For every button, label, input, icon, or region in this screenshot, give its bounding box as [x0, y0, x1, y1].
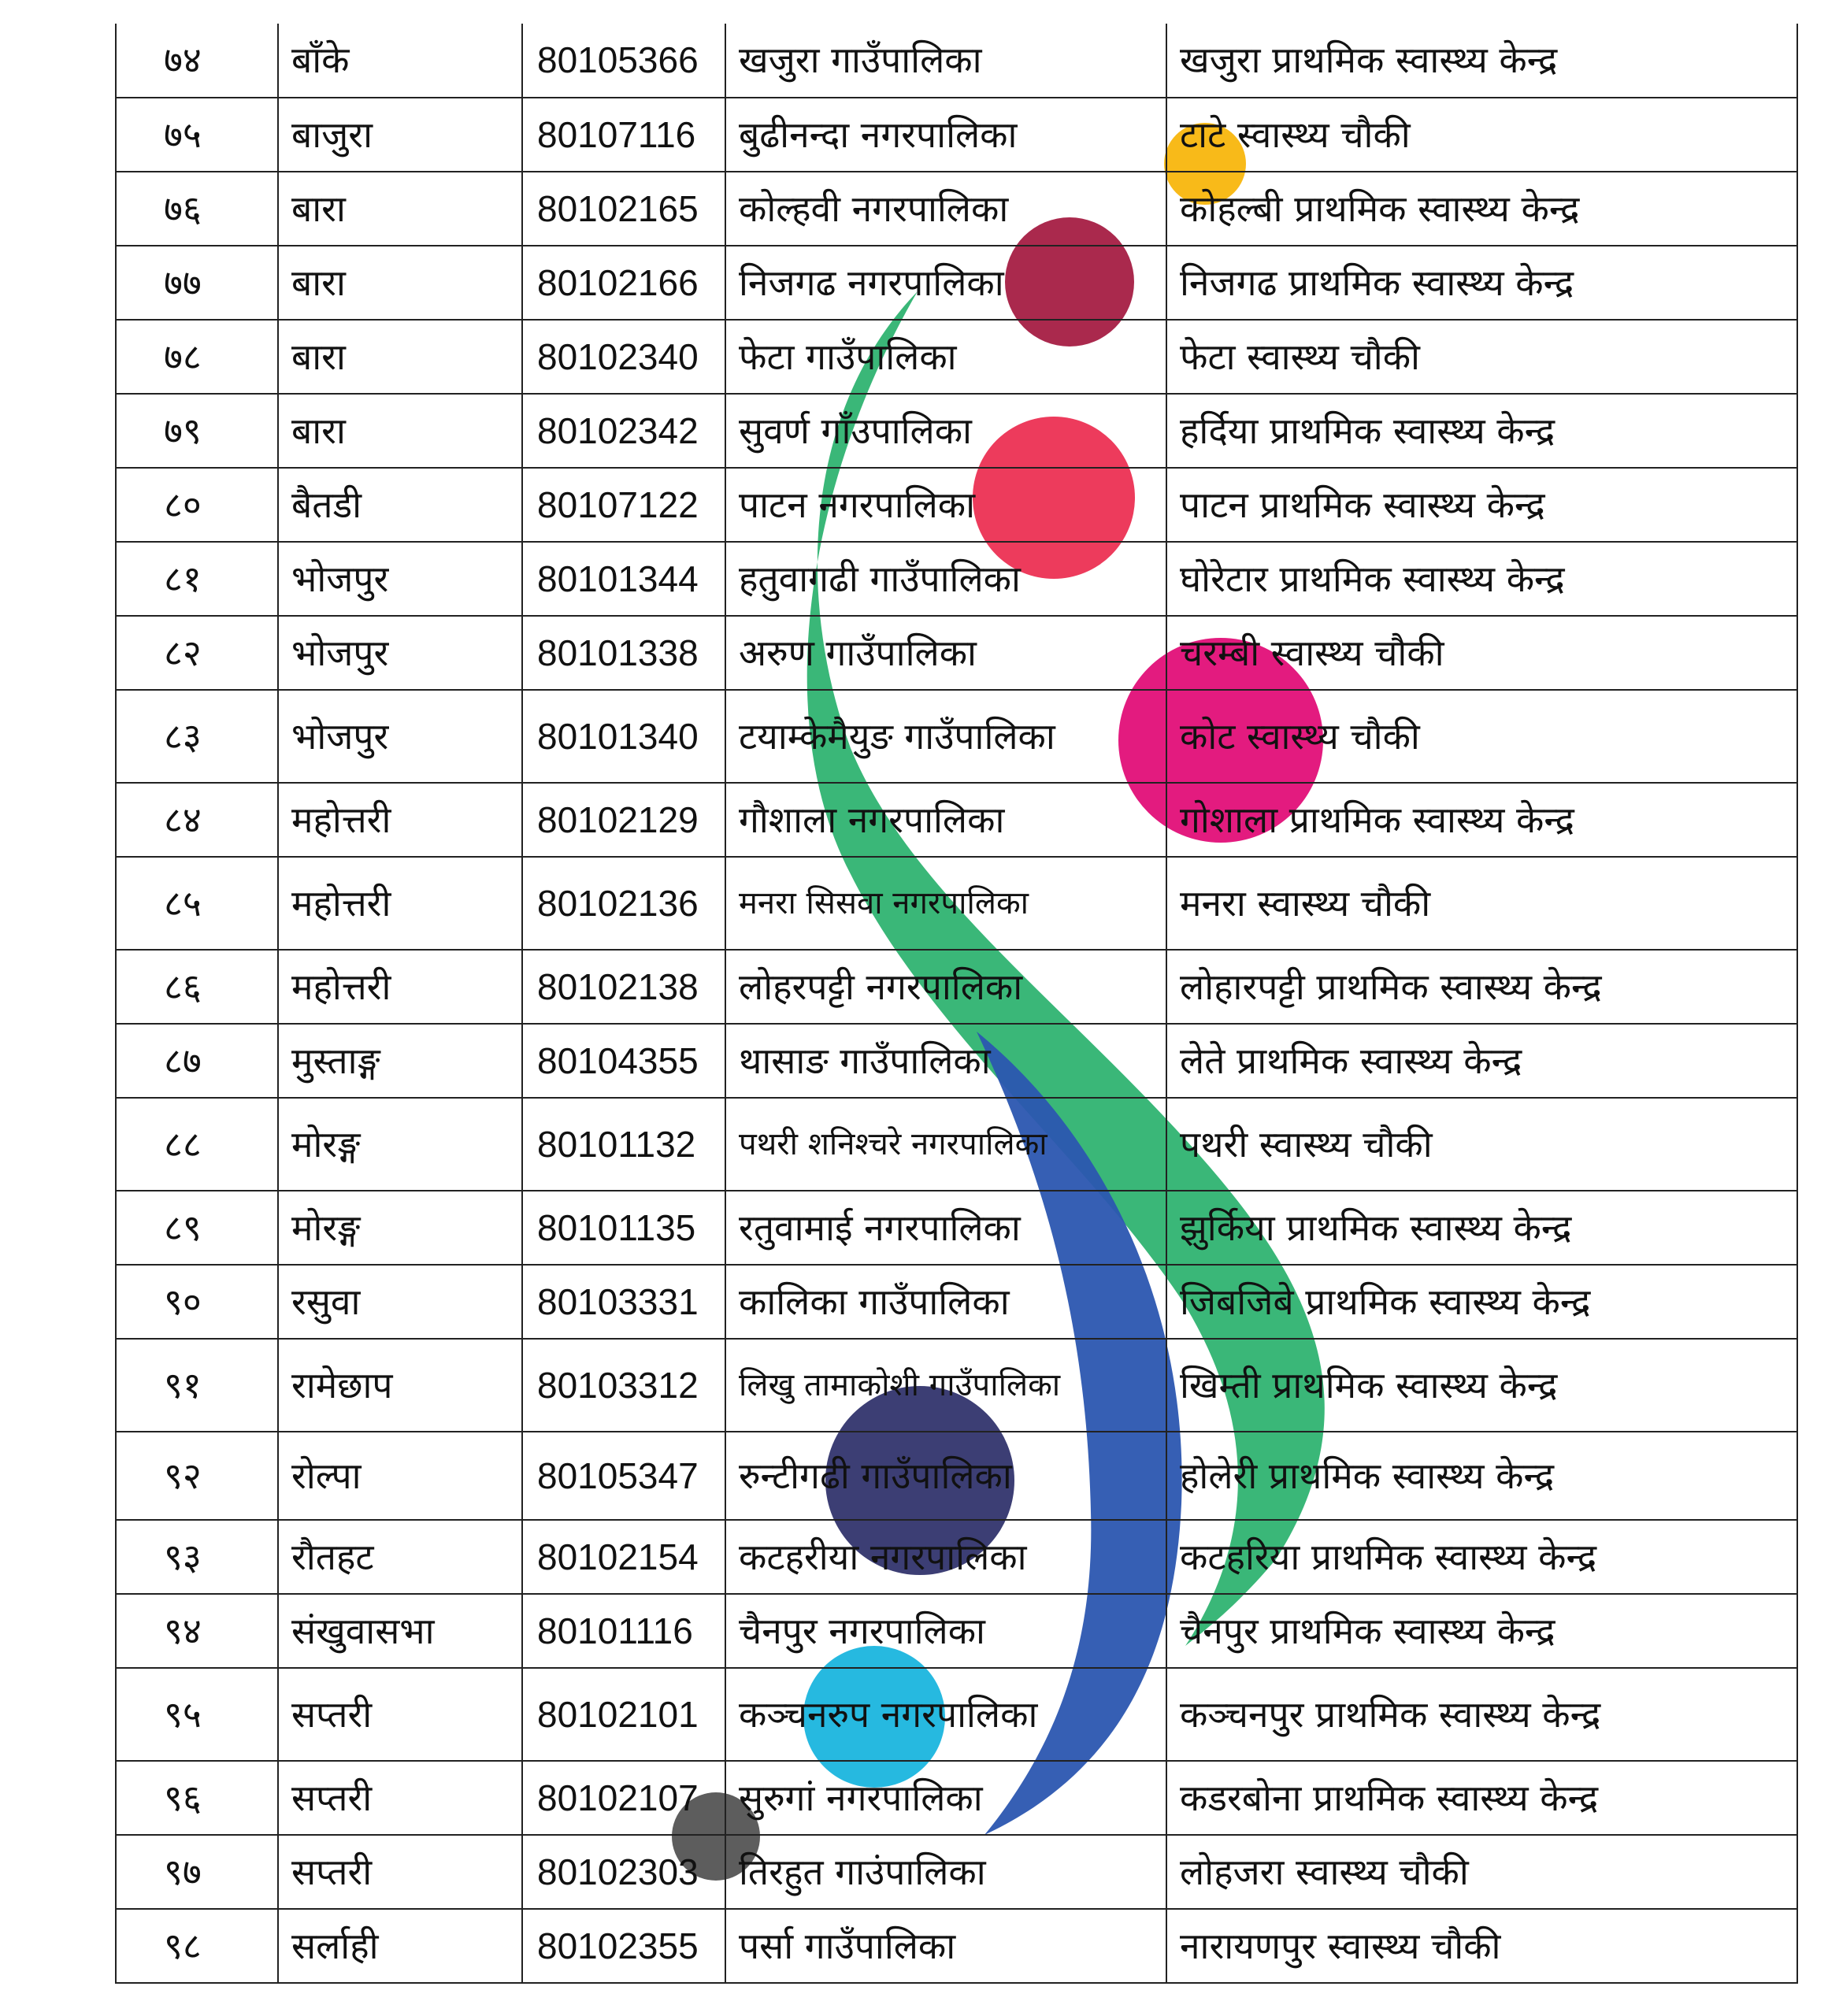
district-cell: मोरङ्ग	[278, 1191, 522, 1265]
district-cell: भोजपुर	[278, 690, 522, 783]
district-cell: रोल्पा	[278, 1432, 522, 1520]
district-cell: संखुवासभा	[278, 1594, 522, 1668]
row-number: ९२	[116, 1432, 278, 1520]
code-cell: 80101344	[522, 542, 725, 616]
row-number: ९३	[116, 1520, 278, 1594]
palika-cell: कञ्चनरुप नगरपालिका	[725, 1668, 1166, 1761]
table-row	[116, 1761, 1797, 1835]
district-cell: सप्तरी	[278, 1835, 522, 1909]
palika-cell: अरुण गाउँपालिका	[725, 616, 1166, 690]
table-row	[116, 950, 1797, 1024]
facility-cell: चैनपुर प्राथमिक स्वास्थ्य केन्द्र	[1166, 1594, 1797, 1668]
row-number: ८७	[116, 1024, 278, 1098]
table-row	[116, 246, 1797, 320]
table-row	[116, 1191, 1797, 1265]
table-row	[116, 24, 1797, 98]
code-cell: 80102166	[522, 246, 725, 320]
facility-cell: खिम्ती प्राथमिक स्वास्थ्य केन्द्र	[1166, 1339, 1797, 1432]
district-cell: रसुवा	[278, 1265, 522, 1339]
code-cell: 80105347	[522, 1432, 725, 1520]
palika-cell: टयाम्केमैयुङ गाउँपालिका	[725, 690, 1166, 783]
palika-cell: खजुरा गाउँपालिका	[725, 24, 1166, 98]
district-cell: बारा	[278, 394, 522, 468]
palika-cell: रुन्टीगढी गाउँपालिका	[725, 1432, 1166, 1520]
table-row	[116, 1265, 1797, 1339]
facility-cell: होलेरी प्राथमिक स्वास्थ्य केन्द्र	[1166, 1432, 1797, 1520]
code-cell: 80107122	[522, 468, 725, 542]
palika-cell: कटहरीया नगरपालिका	[725, 1520, 1166, 1594]
row-number: ९४	[116, 1594, 278, 1668]
table-row	[116, 394, 1797, 468]
code-cell: 80102129	[522, 783, 725, 857]
row-number: ७९	[116, 394, 278, 468]
district-cell: रामेछाप	[278, 1339, 522, 1432]
code-cell: 80101132	[522, 1098, 725, 1191]
code-cell: 80101135	[522, 1191, 725, 1265]
facility-cell: निजगढ प्राथमिक स्वास्थ्य केन्द्र	[1166, 246, 1797, 320]
row-number: ९७	[116, 1835, 278, 1909]
facility-cell: पथरी स्वास्थ्य चौकी	[1166, 1098, 1797, 1191]
row-number: ८६	[116, 950, 278, 1024]
facility-cell: पाटन प्राथमिक स्वास्थ्य केन्द्र	[1166, 468, 1797, 542]
facility-cell: कटहरिया प्राथमिक स्वास्थ्य केन्द्र	[1166, 1520, 1797, 1594]
table-row	[116, 857, 1797, 950]
row-number: ८९	[116, 1191, 278, 1265]
palika-cell: लिखु तामाकोशी गाउँपालिका	[725, 1339, 1166, 1432]
palika-cell: हतुवागढी गाउँपालिका	[725, 542, 1166, 616]
facility-cell: लोहारपट्टी प्राथमिक स्वास्थ्य केन्द्र	[1166, 950, 1797, 1024]
row-number: ८४	[116, 783, 278, 857]
code-cell: 80102303	[522, 1835, 725, 1909]
facility-cell: कोट स्वास्थ्य चौकी	[1166, 690, 1797, 783]
code-cell: 80102342	[522, 394, 725, 468]
palika-cell: बुढीनन्दा नगरपालिका	[725, 98, 1166, 172]
table-row	[116, 1909, 1797, 1983]
code-cell: 80102136	[522, 857, 725, 950]
facility-cell: हर्दिया प्राथमिक स्वास्थ्य केन्द्र	[1166, 394, 1797, 468]
district-cell: मुस्ताङ्ग	[278, 1024, 522, 1098]
table-row	[116, 1098, 1797, 1191]
palika-cell: पथरी शनिश्चरे नगरपालिका	[725, 1098, 1166, 1191]
table-row	[116, 172, 1797, 246]
table-row	[116, 1432, 1797, 1520]
row-number: ८८	[116, 1098, 278, 1191]
row-number: ८२	[116, 616, 278, 690]
code-cell: 80102355	[522, 1909, 725, 1983]
code-cell: 80102107	[522, 1761, 725, 1835]
palika-cell: थासाङ गाउँपालिका	[725, 1024, 1166, 1098]
palika-cell: रतुवामाई नगरपालिका	[725, 1191, 1166, 1265]
code-cell: 80101116	[522, 1594, 725, 1668]
district-cell: रौतहट	[278, 1520, 522, 1594]
palika-cell: सुरुगां नगरपालिका	[725, 1761, 1166, 1835]
row-number: ९५	[116, 1668, 278, 1761]
palika-cell: गौशाला नगरपालिका	[725, 783, 1166, 857]
district-cell: भोजपुर	[278, 616, 522, 690]
code-cell: 80102101	[522, 1668, 725, 1761]
table-row	[116, 690, 1797, 783]
facility-cell: चरम्बी स्वास्थ्य चौकी	[1166, 616, 1797, 690]
table-row	[116, 1835, 1797, 1909]
row-number: ७६	[116, 172, 278, 246]
facility-cell: लेते प्राथमिक स्वास्थ्य केन्द्र	[1166, 1024, 1797, 1098]
facility-cell: घोरेटार प्राथमिक स्वास्थ्य केन्द्र	[1166, 542, 1797, 616]
district-cell: भोजपुर	[278, 542, 522, 616]
facility-cell: मनरा स्वास्थ्य चौकी	[1166, 857, 1797, 950]
district-cell: महोत्तरी	[278, 857, 522, 950]
row-number: ९८	[116, 1909, 278, 1983]
palika-cell: पर्सा गाउँपालिका	[725, 1909, 1166, 1983]
palika-cell: लोहरपट्टी नगरपालिका	[725, 950, 1166, 1024]
district-cell: बाजुरा	[278, 98, 522, 172]
row-number: ९०	[116, 1265, 278, 1339]
table-row	[116, 542, 1797, 616]
row-number: ८५	[116, 857, 278, 950]
palika-cell: फेटा गाउँपालिका	[725, 320, 1166, 394]
table-row	[116, 1024, 1797, 1098]
district-cell: महोत्तरी	[278, 950, 522, 1024]
code-cell: 80107116	[522, 98, 725, 172]
code-cell: 80101340	[522, 690, 725, 783]
row-number: ७५	[116, 98, 278, 172]
district-cell: महोत्तरी	[278, 783, 522, 857]
row-number: ७४	[116, 24, 278, 98]
row-number: ७८	[116, 320, 278, 394]
table-row	[116, 1594, 1797, 1668]
table-row	[116, 1668, 1797, 1761]
table-row	[116, 468, 1797, 542]
row-number: ९१	[116, 1339, 278, 1432]
district-cell: बाँके	[278, 24, 522, 98]
district-cell: बैतडी	[278, 468, 522, 542]
table-row	[116, 98, 1797, 172]
palika-cell: चैनपुर नगरपालिका	[725, 1594, 1166, 1668]
table-row	[116, 320, 1797, 394]
district-cell: बारा	[278, 246, 522, 320]
code-cell: 80103331	[522, 1265, 725, 1339]
table-row	[116, 783, 1797, 857]
facility-cell: लोहजरा स्वास्थ्य चौकी	[1166, 1835, 1797, 1909]
code-cell: 80102154	[522, 1520, 725, 1594]
palika-cell: सुवर्ण गाँउपालिका	[725, 394, 1166, 468]
row-number: ८३	[116, 690, 278, 783]
palika-cell: निजगढ नगरपालिका	[725, 246, 1166, 320]
facility-cell: कडरबोना प्राथमिक स्वास्थ्य केन्द्र	[1166, 1761, 1797, 1835]
code-cell: 80102138	[522, 950, 725, 1024]
palika-cell: कोल्हवी नगरपालिका	[725, 172, 1166, 246]
facility-cell: जिबजिबे प्राथमिक स्वास्थ्य केन्द्र	[1166, 1265, 1797, 1339]
row-number: ९६	[116, 1761, 278, 1835]
district-cell: बारा	[278, 172, 522, 246]
district-cell: सप्तरी	[278, 1761, 522, 1835]
health-facility-table	[115, 24, 1798, 1984]
district-cell: मोरङ्ग	[278, 1098, 522, 1191]
facility-cell: झुर्किया प्राथमिक स्वास्थ्य केन्द्र	[1166, 1191, 1797, 1265]
code-cell: 80102165	[522, 172, 725, 246]
table-row	[116, 1520, 1797, 1594]
palika-cell: पाटन नगरपालिका	[725, 468, 1166, 542]
row-number: ७७	[116, 246, 278, 320]
district-cell: सप्तरी	[278, 1668, 522, 1761]
table-row	[116, 616, 1797, 690]
code-cell: 80101338	[522, 616, 725, 690]
facility-cell: नारायणपुर स्वास्थ्य चौकी	[1166, 1909, 1797, 1983]
code-cell: 80104355	[522, 1024, 725, 1098]
table-row	[116, 1339, 1797, 1432]
code-cell: 80105366	[522, 24, 725, 98]
code-cell: 80103312	[522, 1339, 725, 1432]
district-cell: बारा	[278, 320, 522, 394]
facility-cell: गोशाला प्राथमिक स्वास्थ्य केन्द्र	[1166, 783, 1797, 857]
code-cell: 80102340	[522, 320, 725, 394]
row-number: ८०	[116, 468, 278, 542]
palika-cell: मनरा सिसवा नगरपालिका	[725, 857, 1166, 950]
palika-cell: कालिका गाउँपालिका	[725, 1265, 1166, 1339]
facility-cell: कोहल्बी प्राथमिक स्वास्थ्य केन्द्र	[1166, 172, 1797, 246]
facility-cell: टाटे स्वास्थ्य चौकी	[1166, 98, 1797, 172]
palika-cell: तिरहुत गाउंपालिका	[725, 1835, 1166, 1909]
row-number: ८१	[116, 542, 278, 616]
facility-cell: फेटा स्वास्थ्य चौकी	[1166, 320, 1797, 394]
facility-cell: खजुरा प्राथमिक स्वास्थ्य केन्द्र	[1166, 24, 1797, 98]
facility-cell: कञ्चनपुर प्राथमिक स्वास्थ्य केन्द्र	[1166, 1668, 1797, 1761]
district-cell: सर्लाही	[278, 1909, 522, 1983]
